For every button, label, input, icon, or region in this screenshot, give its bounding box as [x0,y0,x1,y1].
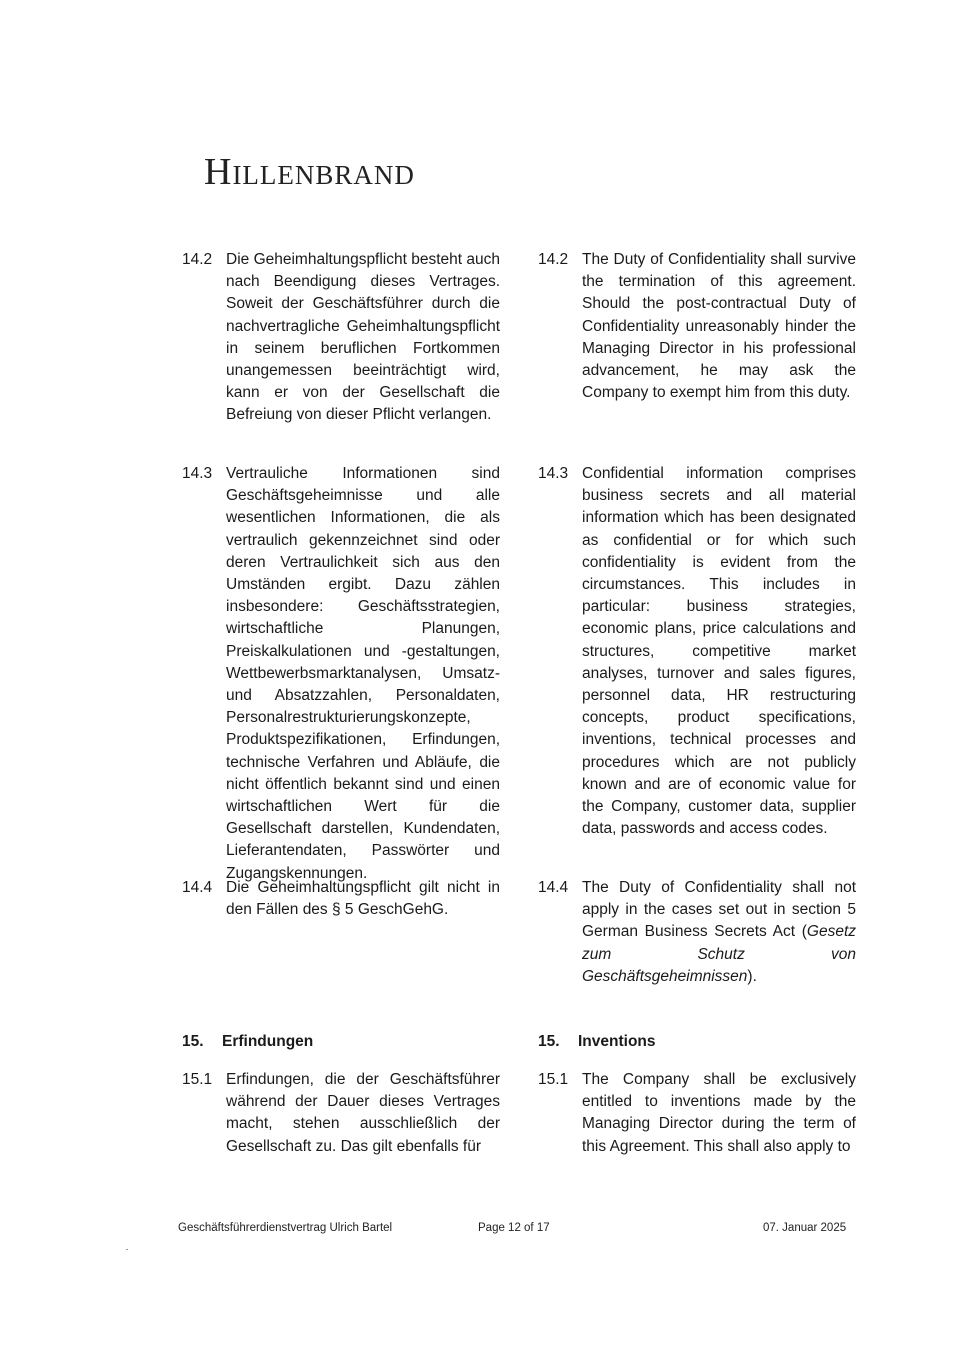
section-15-heading-de [182,1033,502,1051]
clause-14-4-en [538,877,856,988]
clause-text: Erfindungen, die der Geschäftsführer während der Dauer dieses Vertrages macht, stehen ausschließlich der Gesellschaft zu. Das gilt ebenfalls für [226,1071,500,1155]
clause-14-3-de [182,463,500,885]
clause-14-3-en [538,463,856,840]
clause-text: Confidential information comprises business secrets and all material information which has been designated as confidential or for which such confidentiality is evident from the circumstances. This includes in particular: business strategies, economic plans, price calculations and structures, competitive market analyses, turnover and sales figures, personnel data, HR restructuring concepts, product specifications, inventions, technical processes and procedures which are not publicly known and are of economic value for the Company, customer data, supplier data, passwords and access codes. [582,465,856,838]
clause-text: Die Geheimhaltungspflicht besteht auch nach Beendigung dieses Vertrages. Soweit der Geschäftsführer durch die nachvertragliche Geheimhaltungspflicht in seinem beruflichen Fortkommen unangemessen beeinträchtigt wird, kann er von der Gesellschaft die Befreiung von dieser Pflicht verlangen. [226,251,500,424]
clause-14-2-de [182,249,500,427]
clause-number: 14.2 [538,251,569,268]
clause-number: 14.3 [182,465,213,482]
clause-number: 14.4 [182,879,213,896]
section-number: 15. [182,1033,204,1050]
section-title: Inventions [578,1033,656,1050]
clause-number: 15.1 [538,1071,569,1088]
clause-15-1-en [538,1069,856,1158]
law-name-italic: Gesetz zum Schutz von Geschäftsgeheimnissen [582,923,856,985]
section-number: 15. [538,1033,560,1050]
clause-15-1-de [182,1069,500,1158]
section-15-heading-en [538,1033,858,1051]
clause-number: 14.3 [538,465,569,482]
clause-text: Die Geheimhaltungspflicht gilt nicht in den Fällen des § 5 GeschGehG. [226,879,500,919]
clause-number: 15.1 [182,1071,213,1088]
clause-text [582,877,856,988]
footer-document-title: Geschäftsführerdienstvertrag Ulrich Bartel [178,1222,393,1234]
clause-text-part: ). [747,967,757,985]
footer-date: 07. Januar 2025 [763,1222,847,1234]
clause-text-part: The Duty of Confidentiality shall not apply in the cases set out in section 5 German Business Secrets Act ( [582,879,856,941]
clause-number: 14.2 [182,251,213,268]
clause-text: The Duty of Confidentiality shall survive the termination of this agreement. Should the post-contractual Duty of Confidentiality unreasonably hinder the Managing Director in his professional advancement, he may ask the Company to exempt him from this duty. [582,251,856,402]
clause-14-4-de [182,877,500,921]
footer-page-number: Page 12 of 17 [478,1222,550,1234]
section-title: Erfindungen [222,1033,314,1050]
clause-14-2-en [538,249,856,404]
clause-text: Vertrauliche Informationen sind Geschäftsgeheimnisse und alle wesentlichen Informationen, die als vertraulich gekennzeichnet sind oder deren Vertraulichkeit sich aus den Umständen ergibt. Dazu zählen insbesondere: Geschäftsstrategien, wirtschaftliche Planungen, Preiskalkulationen und -gestaltungen, Wettbewerbsmarktanalysen, Umsatz- und Absatzzahlen, Personaldaten, Personalrestrukturierungskonzepte, Produktspezifikationen, Erfindungen, technische Verfahren und Abläufe, die nicht öffentlich bekannt sind und einen wirtschaftlichen Wert für die Gesellschaft darstellen, Kundendaten, Lieferantendaten, Passwörter und Zugangskennungen. [226,465,500,882]
company-logo: Hillenbrand [204,151,415,193]
clause-number: 14.4 [538,879,569,896]
clause-text: The Company shall be exclusively entitled to inventions made by the Managing Director during the term of this Agreement. This shall also apply to [582,1071,856,1155]
scan-speck [126,1249,128,1250]
